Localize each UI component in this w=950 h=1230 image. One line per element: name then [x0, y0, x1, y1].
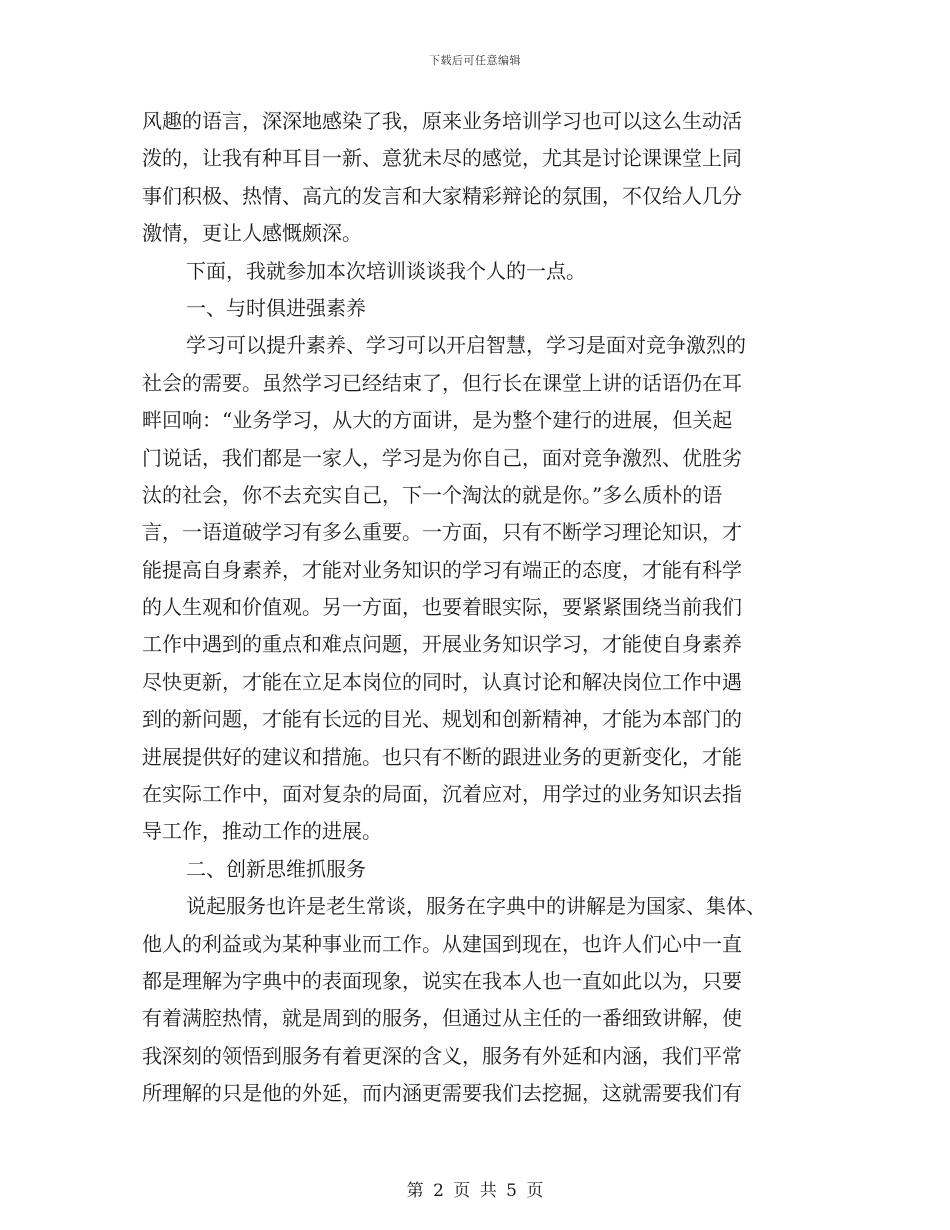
text-line: 能提高自身素养，才能对业务知识的学习有端正的态度，才能有科学 — [142, 557, 742, 582]
text-line: 我深刻的领悟到服务有着更深的含义，服务有外延和内涵，我们平常 — [142, 1043, 742, 1068]
text-line: 汰的社会，你不去充实自己，下一个淘汰的就是你。”多么质朴的语 — [142, 482, 723, 507]
text-line: 都是理解为字典中的表面现象，说实在我本人也一直如此以为，只要 — [142, 968, 742, 993]
text-line: 泼的，让我有种耳目一新、意犹未尽的感觉，尤其是讨论课课堂上同 — [142, 146, 742, 171]
text-line: 在实际工作中，面对复杂的局面，沉着应对，用学过的业务知识去指 — [142, 782, 742, 807]
page-number: 第 2 页 共 5 页 — [406, 1181, 544, 1201]
document-body — [142, 103, 810, 1113]
text-line: 到的新问题，才能有长远的目光、规划和创新精神，才能为本部门的 — [142, 707, 742, 732]
text-line: 导工作，推动工作的进展。 — [142, 819, 382, 844]
section-heading: 二、创新思维抓服务 — [186, 856, 366, 881]
text-line: 激情，更让人感慨颇深。 — [142, 221, 362, 246]
text-line: 事们积极、热情、高亢的发言和大家精彩辩论的氛围，不仅给人几分 — [142, 183, 742, 208]
text-line: 畔回响：“业务学习，从大的方面讲，是为整个建行的进展，但关起 — [142, 408, 733, 433]
text-line: 言，一语道破学习有多么重要。一方面，只有不断学习理论知识，才 — [142, 520, 742, 545]
text-line: 尽快更新，才能在立足本岗位的同时，认真讨论和解决岗位工作中遇 — [142, 669, 742, 694]
text-line: 他人的利益或为某种事业而工作。从建国到现在，也许人们心中一直 — [142, 931, 742, 956]
paragraph-line: 下面，我就参加本次培训谈谈我个人的一点。 — [186, 258, 586, 283]
section-heading: 一、与时俱进强素养 — [186, 295, 366, 320]
paragraph-line: 说起服务也许是老生常谈，服务在字典中的讲解是为国家、集体、 — [186, 894, 766, 919]
text-line: 的人生观和价值观。另一方面，也要着眼实际，要紧紧围绕当前我们 — [142, 595, 742, 620]
text-line: 所理解的只是他的外延，而内涵更需要我们去挖掘，这就需要我们有 — [142, 1081, 742, 1106]
text-line: 进展提供好的建议和措施。也只有不断的跟进业务的更新变化，才能 — [142, 744, 742, 769]
text-line: 风趣的语言，深深地感染了我，原来业务培训学习也可以这么生动活 — [142, 109, 742, 133]
text-line: 工作中遇到的重点和难点问题，开展业务知识学习，才能使自身素养 — [142, 632, 742, 657]
paragraph-line: 学习可以提升素养、学习可以开启智慧，学习是面对竞争激烈的 — [186, 333, 746, 358]
text-line: 有着满腔热情，就是周到的服务，但通过从主任的一番细致讲解，使 — [142, 1006, 742, 1031]
text-line: 社会的需要。虽然学习已经结束了，但行长在课堂上讲的话语仍在耳 — [142, 370, 742, 395]
text-line: 门说话，我们都是一家人，学习是为你自己，面对竞争激烈、优胜劣 — [142, 445, 742, 470]
page-header: 下载后可任意编辑 — [429, 54, 521, 67]
